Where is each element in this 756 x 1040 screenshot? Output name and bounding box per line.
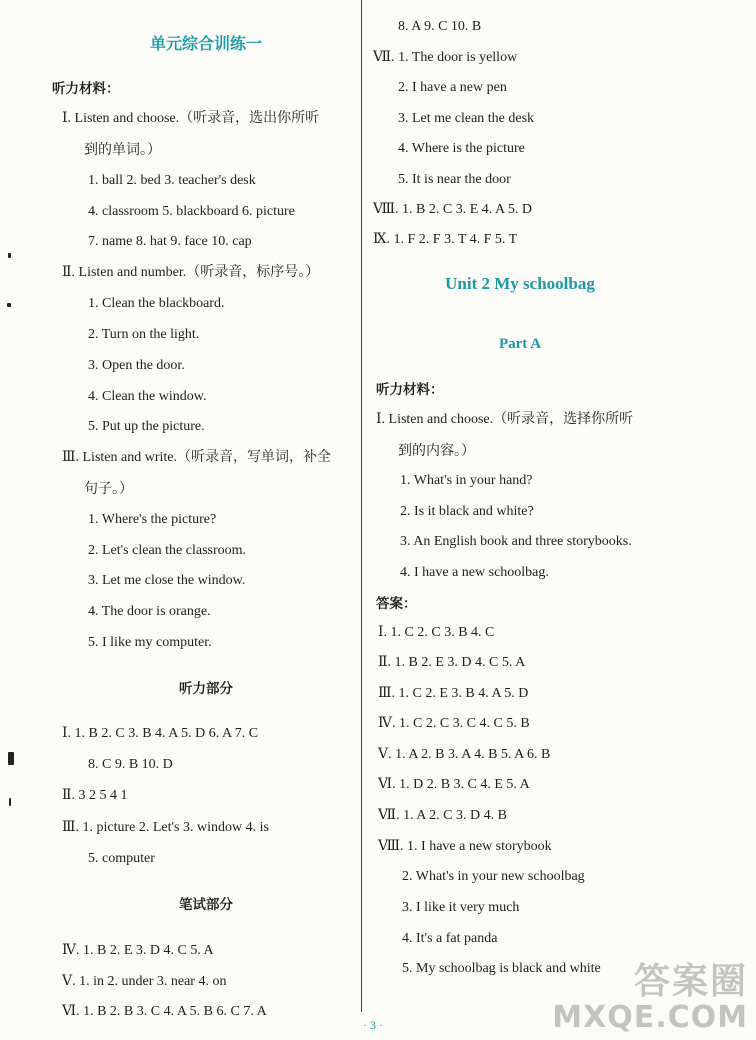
section-3-intro-cont: 句子。） [84,481,133,497]
list-item: 2. What's in your new schoolbag [402,869,585,884]
list-item: 3. Open the door. [88,358,185,373]
answer-row: Ⅱ. 3 2 5 4 1 [62,788,128,803]
answer-row: Ⅱ. 1. B 2. E 3. D 4. C 5. A [378,655,526,670]
answer-row: Ⅳ. 1. C 2. C 3. C 4. C 5. B [378,716,530,731]
answer-row: Ⅳ. 1. B 2. E 3. D 4. C 5. A [62,943,214,958]
scan-mark [9,798,11,806]
list-item: 1. Where's the picture? [88,512,217,527]
watermark-text: 答案圈 [633,961,748,1002]
scan-mark [8,752,14,765]
answer-row: Ⅷ. 1. B 2. C 3. E 4. A 5. D [373,202,532,217]
list-item: 1. ball 2. bed 3. teacher's desk [88,173,256,188]
list-item: 3. Let me clean the desk [398,111,535,126]
unit-title: Unit 2 My schoolbag [445,274,595,293]
answer-row: 8. C 9. B 10. D [88,757,173,772]
list-item: 2. Is it black and white? [400,504,534,519]
answer-row: Ⅰ. 1. C 2. C 3. B 4. C [378,625,495,640]
list-item: 4. Clean the window. [88,389,207,404]
scan-mark [8,253,11,258]
part-title: Part A [498,336,542,352]
column-divider [361,0,362,1012]
list-item: 4. classroom 5. blackboard 6. picture [88,204,295,219]
answer-row: Ⅲ. 1. C 2. E 3. B 4. A 5. D [378,686,529,701]
answers-heading: 答案： [376,596,417,612]
list-item: 2. I have a new pen [398,80,507,95]
answer-row: Ⅸ. 1. F 2. F 3. T 4. F 5. T [373,232,518,247]
list-item: 4. I have a new schoolbag. [400,565,549,580]
list-item: 1. Clean the blackboard. [88,296,225,311]
written-part-heading: 笔试部分 [179,897,233,913]
listening-heading: 听力材料： [52,81,120,97]
list-item: 5. Put up the picture. [88,419,205,434]
section-title: 单元综合训练一 [149,34,262,53]
answer-row: Ⅶ. 1. The door is yellow [373,50,518,65]
answer-row: Ⅵ. 1. D 2. B 3. C 4. E 5. A [378,777,530,792]
watermark-logo [552,962,748,1034]
list-item: 3. Let me close the window. [88,573,246,588]
list-item: 2. Let's clean the classroom. [88,543,247,558]
scan-mark [7,303,11,307]
list-item: 7. name 8. hat 9. face 10. cap [88,234,252,249]
listening-part-heading: 听力部分 [179,681,233,697]
list-item: 5. I like my computer. [88,635,212,650]
list-item: 3. An English book and three storybooks. [400,534,632,549]
section-2-intro: Ⅱ. Listen and number.（听录音，标序号。） [62,265,320,280]
list-item: 4. The door is orange. [88,604,211,619]
list-item: 3. I like it very much [402,900,520,915]
list-item: 5. It is near the door [398,172,511,187]
answer-row: Ⅴ. 1. A 2. B 3. A 4. B 5. A 6. B [378,747,551,762]
page-number: · 3 · [363,1018,383,1032]
answer-row: 8. A 9. C 10. B [398,19,482,34]
answer-row: Ⅶ. 1. A 2. C 3. D 4. B [378,808,507,823]
watermark-url: MXQE.COM [552,1000,748,1035]
answer-row: Ⅴ. 1. in 2. under 3. near 4. on [62,974,227,989]
answer-row: Ⅰ. 1. B 2. C 3. B 4. A 5. D 6. A 7. C [62,726,259,741]
section-1-intro: Ⅰ. Listen and choose.（听录音，选出你所听 [62,111,320,126]
answer-row: 5. computer [88,851,155,866]
section-1-intro: Ⅰ. Listen and choose.（听录音，选择你所听 [376,412,634,427]
answer-row: Ⅲ. 1. picture 2. Let's 3. window 4. is [62,820,269,835]
section-1-intro-cont: 到的内容。） [398,443,475,459]
listening-heading: 听力材料： [376,382,444,398]
list-item: 1. What's in your hand? [400,473,533,488]
section-3-intro: Ⅲ. Listen and write.（听录音，写单词，补全 [62,450,331,465]
answer-row: Ⅷ. 1. I have a new storybook [378,839,552,854]
list-item: 4. Where is the picture [398,141,525,156]
list-item: 5. My schoolbag is black and white [402,961,601,976]
list-item: 2. Turn on the light. [88,327,200,342]
answer-row: Ⅵ. 1. B 2. B 3. C 4. A 5. B 6. C 7. A [62,1004,267,1019]
list-item: 4. It's a fat panda [402,931,498,946]
section-1-intro-cont: 到的单词。） [84,142,161,158]
